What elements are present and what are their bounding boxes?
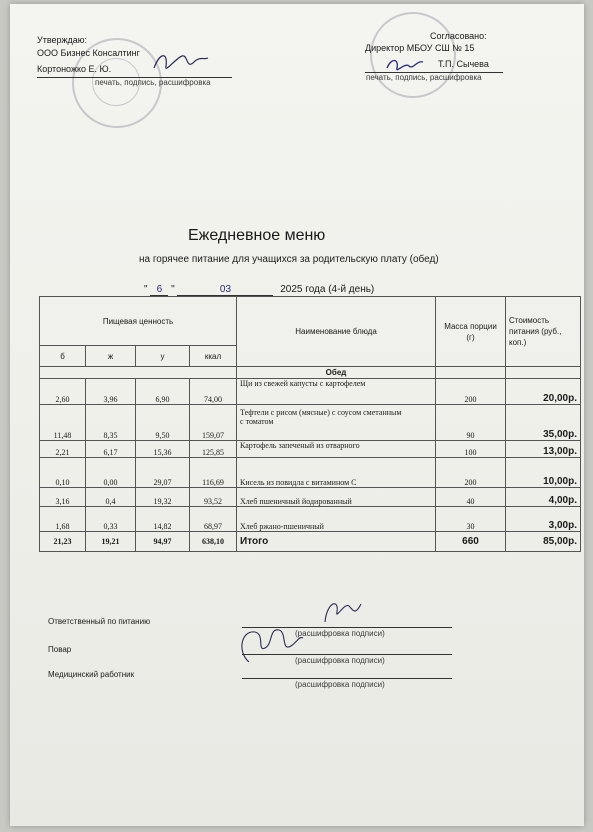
- agree-position: Директор МБОУ СШ № 15: [365, 43, 475, 53]
- row-dish: Хлеб пшеничный йодированный: [237, 488, 436, 507]
- row-protein: 0,10: [40, 458, 86, 488]
- row-mass: 200: [436, 458, 506, 488]
- total-kcal: 638,10: [190, 532, 237, 552]
- total-cost: 85,00р.: [506, 532, 581, 552]
- row-carbs: 9,50: [136, 405, 190, 441]
- row-dish: [237, 405, 436, 441]
- page-subtitle: на горячее питание для учащихся за родительскую плату (обед): [139, 254, 439, 265]
- row-protein: 11,48: [40, 405, 86, 441]
- date-quote-close: ": [171, 284, 175, 295]
- row-carbs: 19,32: [136, 488, 190, 507]
- row-mass: 30: [436, 507, 506, 532]
- approve-caption: печать, подпись, расшифровка: [95, 78, 211, 87]
- date-quote-open: ": [144, 284, 148, 295]
- table-row: [40, 405, 581, 441]
- section-title: Обед: [237, 367, 436, 379]
- header-kcal: ккал: [190, 346, 237, 367]
- row-protein: 2,21: [40, 441, 86, 458]
- row-kcal: 125,85: [190, 441, 237, 458]
- cook-label: Повар: [48, 645, 72, 654]
- row-cost: 10,00р.: [506, 458, 581, 488]
- row-dish: Картофель запеченый из отварного: [237, 441, 436, 458]
- total-fat: 19,21: [86, 532, 136, 552]
- table-row: [40, 458, 581, 488]
- table-row: [40, 379, 581, 405]
- table-row: [40, 507, 581, 532]
- row-carbs: 29,07: [136, 458, 190, 488]
- row-mass: 100: [436, 441, 506, 458]
- row-cost: 35,00р.: [506, 405, 581, 441]
- row-dish-line2: с томатом: [240, 417, 274, 426]
- total-label: Итого: [237, 532, 436, 552]
- row-protein: 3,16: [40, 488, 86, 507]
- row-cost: 20,00р.: [506, 379, 581, 405]
- row-carbs: 15,36: [136, 441, 190, 458]
- agree-person: Т.П. Сычева: [438, 59, 489, 69]
- medic-line: [242, 678, 452, 679]
- date-day: 6: [150, 284, 168, 296]
- approve-signature: [150, 48, 210, 76]
- row-protein: 1,68: [40, 507, 86, 532]
- row-fat: 6,17: [86, 441, 136, 458]
- row-carbs: 14,82: [136, 507, 190, 532]
- total-row: [40, 532, 581, 552]
- row-fat: 3,96: [86, 379, 136, 405]
- row-kcal: 116,69: [190, 458, 237, 488]
- approve-person: Кортоножко Е. Ю.: [37, 64, 112, 74]
- row-fat: 8,35: [86, 405, 136, 441]
- header-mass: Масса порции (г): [436, 297, 506, 367]
- header-nutrition: Пищевая ценность: [40, 297, 237, 346]
- cook-signature: [235, 622, 305, 668]
- row-mass: 90: [436, 405, 506, 441]
- row-mass: 200: [436, 379, 506, 405]
- row-cost: 3,00р.: [506, 507, 581, 532]
- date-rest: 2025 года (4-й день): [280, 284, 375, 295]
- approve-org: ООО Бизнес Консалтинг: [37, 48, 140, 58]
- row-mass: 40: [436, 488, 506, 507]
- table-row: [40, 441, 581, 458]
- header-carbs: у: [136, 346, 190, 367]
- row-cost: 13,00р.: [506, 441, 581, 458]
- menu-table: [39, 296, 581, 552]
- row-dish: Хлеб ржано-пшеничный: [237, 507, 436, 532]
- page-title: Ежедневное меню: [188, 227, 326, 244]
- row-kcal: 159,07: [190, 405, 237, 441]
- row-dish: Щи из свежей капусты с картофелем: [237, 379, 436, 405]
- row-carbs: 6,90: [136, 379, 190, 405]
- medic-caption: (расшифровка подписи): [295, 680, 385, 689]
- row-fat: 0,33: [86, 507, 136, 532]
- responsible-caption: (расшифровка подписи): [295, 629, 385, 638]
- row-fat: 0,4: [86, 488, 136, 507]
- header-fat: ж: [86, 346, 136, 367]
- total-protein: 21,23: [40, 532, 86, 552]
- total-carbs: 94,97: [136, 532, 190, 552]
- agree-signature: [385, 54, 425, 76]
- total-mass: 660: [436, 532, 506, 552]
- responsible-signature: [315, 596, 365, 626]
- row-dish: Кисель из повидла с витамином С: [237, 458, 436, 488]
- header-cost: Стоимость питания (руб., коп.): [506, 297, 581, 367]
- date-line: [144, 284, 374, 296]
- agree-caption: печать, подпись, расшифровка: [366, 73, 482, 82]
- date-month: 03: [177, 284, 273, 296]
- row-kcal: 68,97: [190, 507, 237, 532]
- row-kcal: 93,52: [190, 488, 237, 507]
- row-fat: 0,00: [86, 458, 136, 488]
- row-dish-line1: Тефтели с рисом (мясные) с соусом сметанным: [240, 408, 402, 417]
- cook-caption: (расшифровка подписи): [295, 656, 385, 665]
- approve-label: Утверждаю:: [37, 35, 88, 45]
- header-protein: б: [40, 346, 86, 367]
- responsible-label: Ответственный по питанию: [48, 617, 151, 626]
- row-protein: 2,60: [40, 379, 86, 405]
- agree-label: Согласовано:: [430, 31, 487, 41]
- document-page: [10, 4, 584, 826]
- table-row: [40, 488, 581, 507]
- medic-label: Медицинский работник: [48, 670, 135, 679]
- row-cost: 4,00р.: [506, 488, 581, 507]
- header-dish: Наименование блюда: [237, 297, 436, 367]
- row-kcal: 74,00: [190, 379, 237, 405]
